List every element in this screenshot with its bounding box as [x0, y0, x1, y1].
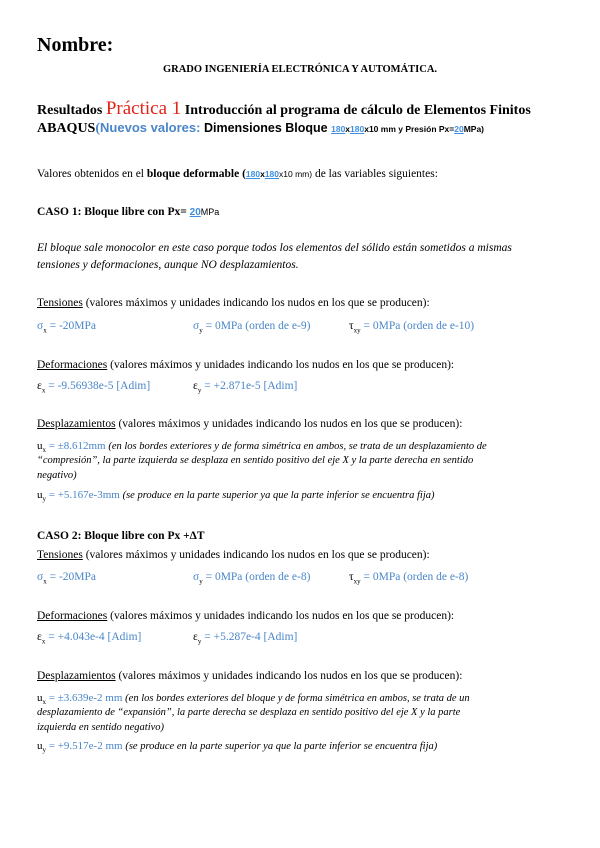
caso1-deform-heading	[37, 359, 454, 371]
caso2-ux	[37, 692, 470, 706]
caso2-txy-sub: xy	[353, 577, 361, 586]
title-tail: MPa)	[463, 124, 485, 134]
title-dimensiones: Dimensiones Bloque	[203, 121, 328, 135]
caso1-uy-sub: y	[42, 495, 46, 504]
caso2-ey-sub: y	[197, 637, 202, 646]
caso1-ex-value: = -9.56938e-5 [Adim]	[48, 380, 151, 392]
caso2-sigma-x	[37, 571, 96, 585]
caso1-uy-value: = +5.167e-3mm	[48, 489, 120, 501]
caso1-title	[37, 206, 219, 218]
caso1-txy-value: = 0MPa (orden de e-10)	[363, 320, 475, 332]
caso1-tensiones-heading	[37, 297, 430, 309]
title-pres: 20	[454, 124, 464, 134]
caso1-title-value: 20	[189, 207, 201, 218]
caso1-title-unit: MPa	[200, 207, 220, 217]
caso1-ey-sub: y	[197, 386, 202, 395]
caso1-ux-symbol: u	[37, 440, 43, 452]
caso2-desp-label: Desplazamientos	[37, 670, 116, 682]
grado-title: GRADO INGENIERÍA ELECTRÓNICA Y AUTOMÁTICA.	[162, 64, 438, 75]
caso2-eps-x	[37, 631, 141, 645]
caso1-note-1: El bloque sale monocolor en este caso porque todos los elementos del sólido están sometidos a mismas	[37, 242, 512, 254]
caso2-uy-value: = +9.517e-2 mm	[48, 740, 123, 752]
title-resultados: Resultados	[37, 103, 103, 118]
caso1-note-2: tensiones y deformaciones, aunque NO desplazamientos.	[37, 259, 299, 271]
caso1-sy-value: = 0MPa (orden de e-9)	[205, 320, 311, 332]
title-abaqus: ABAQUS	[37, 121, 96, 136]
caso1-txy-sub: xy	[353, 326, 361, 335]
intro-after: de las variables siguientes:	[314, 168, 438, 180]
caso2-ex-sub: x	[41, 637, 46, 646]
caso2-sx-sub: x	[43, 577, 47, 586]
caso2-sigma-y	[193, 571, 310, 585]
intro-before: Valores obtenidos en el	[37, 168, 144, 180]
caso2-ux-note-2: desplazamiento de “expansión”, la parte derecha se desplaza en sentido positivo del eje X y la parte	[37, 707, 461, 718]
caso2-title: CASO 2: Bloque libre con Px +ΔT	[37, 530, 205, 542]
caso1-ux-sub: x	[42, 446, 46, 455]
intro-line	[37, 168, 438, 180]
title-dim2: 180	[350, 124, 365, 134]
caso1-ux-note-3: negativo)	[37, 470, 77, 481]
caso1-title-prefix: CASO 1: Bloque libre con Px=	[37, 206, 187, 218]
title-nuevos: Nuevos valores:	[100, 120, 201, 135]
caso2-uy-note: (se produce en la parte superior ya que la parte inferior se encuentra fija)	[125, 741, 438, 752]
caso1-desp-heading	[37, 418, 462, 430]
caso2-ux-note-1: (en los bordes exteriores del bloque y de forma simétrica en ambos, se trata de un	[125, 693, 470, 704]
caso2-uy	[37, 740, 437, 754]
caso2-eps-y	[193, 631, 297, 645]
caso1-desp-desc: (valores máximos y unidades indicando los nudos en los que se producen):	[118, 418, 463, 430]
intro-rest: x10 mm)	[279, 169, 313, 179]
caso2-deform-label: Deformaciones	[37, 610, 108, 622]
practice-title	[37, 100, 563, 120]
caso1-sx-value: = -20MPa	[49, 320, 96, 332]
caso2-tensiones-desc: (valores máximos y unidades indicando los nudos en los que se producen):	[85, 549, 430, 561]
caso2-ex-symbol: ε	[37, 631, 42, 643]
caso1-deform-desc: (valores máximos y unidades indicando los nudos en los que se producen):	[110, 359, 455, 371]
caso1-deform-label: Deformaciones	[37, 359, 108, 371]
caso2-sx-value: = -20MPa	[49, 571, 96, 583]
caso1-desp-label: Desplazamientos	[37, 418, 116, 430]
caso1-sx-sub: x	[43, 326, 47, 335]
caso1-uy	[37, 489, 435, 503]
intro-x: x	[260, 169, 265, 179]
caso1-ux	[37, 440, 487, 454]
title-dim1: 180	[331, 124, 346, 134]
caso1-uy-symbol: u	[37, 489, 43, 501]
caso2-txy-symbol: τ	[349, 571, 354, 583]
caso1-sigma-y	[193, 320, 310, 334]
caso2-tensiones-label: Tensiones	[37, 549, 83, 561]
intro-d2: 180	[264, 169, 280, 179]
caso1-txy-symbol: τ	[349, 320, 354, 332]
caso1-eps-x	[37, 380, 150, 394]
title-practica: Práctica 1	[105, 98, 182, 119]
intro-bold: bloque deformable (	[146, 168, 246, 180]
caso1-ex-sub: x	[41, 386, 46, 395]
nombre-label: Nombre:	[37, 34, 114, 56]
title-intro: Introducción al programa de cálculo de Elementos Finitos	[184, 103, 531, 118]
caso1-sy-sub: y	[199, 326, 203, 335]
caso1-tensiones-label: Tensiones	[37, 297, 83, 309]
caso1-ex-symbol: ε	[37, 380, 42, 392]
caso2-tensiones-heading	[37, 549, 430, 561]
caso1-tau-xy	[349, 320, 474, 334]
caso2-sy-symbol: σ	[193, 571, 200, 583]
caso2-sx-symbol: σ	[37, 571, 44, 583]
caso2-sy-sub: y	[199, 577, 203, 586]
caso1-sy-symbol: σ	[193, 320, 200, 332]
title-x1: x	[345, 124, 351, 134]
title-line-2	[37, 120, 484, 137]
caso2-txy-value: = 0MPa (orden de e-8)	[363, 571, 469, 583]
caso1-uy-note: (se produce en la parte superior ya que la parte inferior se encuentra fija)	[122, 490, 435, 501]
title-dim3: x10 mm y Presión Px=	[364, 124, 455, 134]
caso2-deform-heading	[37, 610, 454, 622]
caso2-ux-symbol: u	[37, 692, 43, 704]
caso1-ux-note-2: “compresión”, la parte izquierda se desplaza en sentido positivo del eje X y la parte derecha en sentido	[37, 455, 474, 466]
caso1-tensiones-desc: (valores máximos y unidades indicando los nudos en los que se producen):	[85, 297, 430, 309]
caso2-deform-desc: (valores máximos y unidades indicando los nudos en los que se producen):	[110, 610, 455, 622]
caso2-tau-xy	[349, 571, 468, 585]
caso2-ex-value: = +4.043e-4 [Adim]	[48, 631, 142, 643]
caso2-ey-value: = +5.287e-4 [Adim]	[204, 631, 298, 643]
caso1-ey-symbol: ε	[193, 380, 198, 392]
caso1-ey-value: = +2.871e-5 [Adim]	[204, 380, 298, 392]
title-paren: (	[95, 121, 101, 136]
intro-d1: 180	[245, 169, 261, 179]
caso2-sy-value: = 0MPa (orden de e-8)	[205, 571, 311, 583]
caso1-ux-note-1: (en los bordes exteriores y de forma simétrica en ambos, se trata de un desplazamiento de	[108, 441, 487, 452]
caso2-ey-symbol: ε	[193, 631, 198, 643]
caso1-sigma-x	[37, 320, 96, 334]
caso2-ux-value: = ±3.639e-2 mm	[48, 692, 123, 704]
caso2-ux-note-3: izquierda en sentido negativo)	[37, 722, 165, 733]
caso1-sx-symbol: σ	[37, 320, 44, 332]
caso1-eps-y	[193, 380, 297, 394]
caso2-desp-desc: (valores máximos y unidades indicando los nudos en los que se producen):	[118, 670, 463, 682]
caso2-desp-heading	[37, 670, 462, 682]
caso1-ux-value: = ±8.612mm	[48, 440, 106, 452]
caso2-uy-symbol: u	[37, 740, 43, 752]
caso2-ux-sub: x	[42, 698, 46, 707]
caso2-uy-sub: y	[42, 746, 46, 755]
